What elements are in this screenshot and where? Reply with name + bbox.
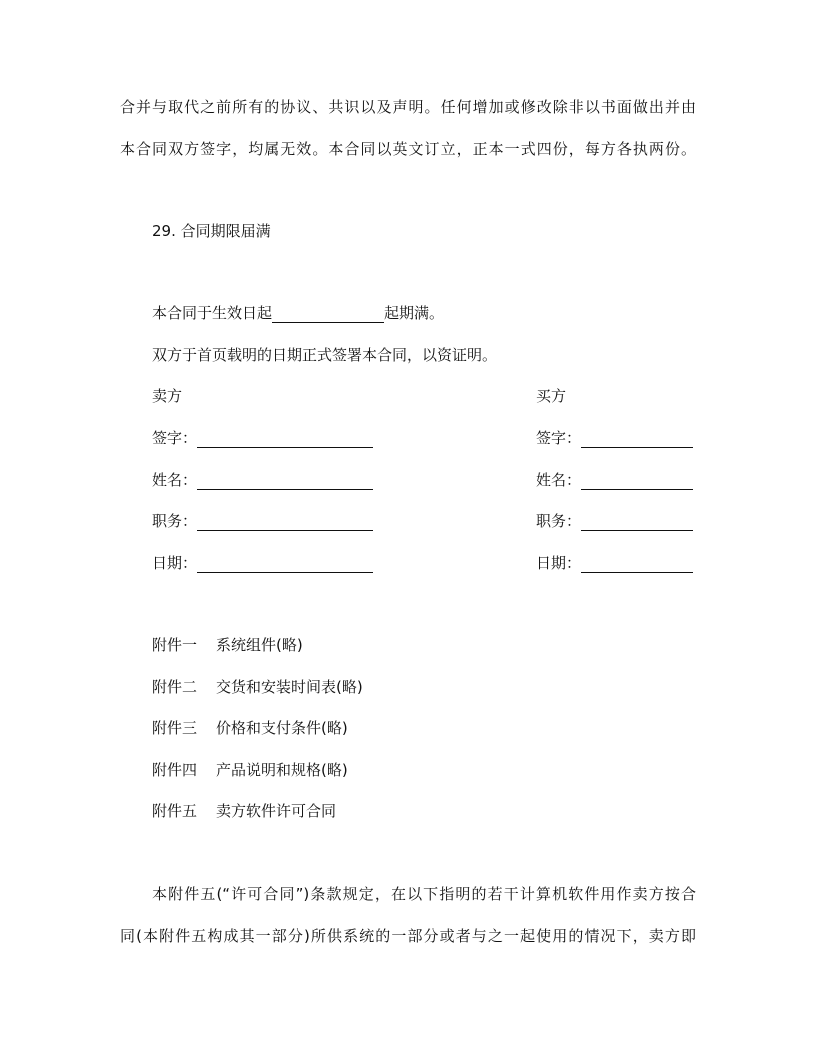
paragraph-line: 本合同双方签字，均属无效。本合同以英文订立，正本一式四份，每方各执两份。 — [120, 140, 696, 158]
seller-title: 卖方 — [152, 387, 183, 405]
buyer-signature-row — [536, 428, 693, 448]
buyer-position-row — [536, 511, 693, 531]
seller-signature-label: 签字： — [152, 429, 198, 447]
buyer-signature-label: 签字： — [536, 429, 582, 447]
term-prefix: 本合同于生效日起 — [152, 304, 273, 322]
appendix-title: 卖方软件许可合同 — [216, 802, 337, 820]
buyer-name-label: 姓名： — [536, 471, 582, 489]
paragraph-line: 合并与取代之前所有的协议、共识以及声明。任何增加或修改除非以书面做出并由 — [120, 98, 696, 116]
seller-position-row — [152, 511, 373, 531]
buyer-position-label: 职务： — [536, 512, 582, 530]
buyer-position-blank[interactable] — [581, 513, 693, 531]
appendix-title: 价格和支付条件(略) — [216, 719, 348, 737]
seller-signature-blank[interactable] — [197, 430, 373, 448]
buyer-date-blank[interactable] — [581, 555, 693, 573]
seller-position-label: 职务： — [152, 512, 198, 530]
seller-date-label: 日期： — [152, 554, 198, 572]
appendix-title: 交货和安装时间表(略) — [216, 678, 363, 696]
buyer-signature-blank[interactable] — [581, 430, 693, 448]
seller-date-row — [152, 553, 373, 573]
appendix-number: 附件五 — [152, 802, 198, 820]
section-heading: 29. 合同期限届满 — [152, 222, 271, 240]
buyer-name-blank[interactable] — [581, 472, 693, 490]
term-suffix: 起期满。 — [384, 304, 445, 322]
paragraph-line: 本附件五(“许可合同”)条款规定，在以下指明的若干计算机软件用作卖方按合 — [152, 885, 696, 903]
seller-signature-row — [152, 428, 373, 448]
appendix-item — [152, 718, 348, 738]
seller-name-label: 姓名： — [152, 471, 198, 489]
appendix-item — [152, 801, 336, 821]
buyer-title: 买方 — [536, 387, 567, 405]
seller-name-blank[interactable] — [197, 472, 373, 490]
appendix-item — [152, 760, 348, 780]
seller-position-blank[interactable] — [197, 513, 373, 531]
witness-sentence: 双方于首页载明的日期正式签署本合同，以资证明。 — [152, 346, 498, 364]
appendix-number: 附件一 — [152, 636, 198, 654]
buyer-date-row — [536, 553, 693, 573]
appendix-title: 系统组件(略) — [216, 636, 303, 654]
paragraph-line: 同(本附件五构成其一部分)所供系统的一部分或者与之一起使用的情况下，卖方即 — [120, 927, 696, 945]
term-blank[interactable] — [272, 305, 384, 323]
appendix-item — [152, 635, 303, 655]
appendix-title: 产品说明和规格(略) — [216, 761, 348, 779]
buyer-name-row — [536, 470, 693, 490]
appendix-number: 附件二 — [152, 678, 198, 696]
appendix-number: 附件三 — [152, 719, 198, 737]
seller-name-row — [152, 470, 373, 490]
term-sentence — [152, 303, 444, 323]
appendix-number: 附件四 — [152, 761, 198, 779]
seller-date-blank[interactable] — [197, 555, 373, 573]
buyer-date-label: 日期： — [536, 554, 582, 572]
appendix-item — [152, 677, 363, 697]
